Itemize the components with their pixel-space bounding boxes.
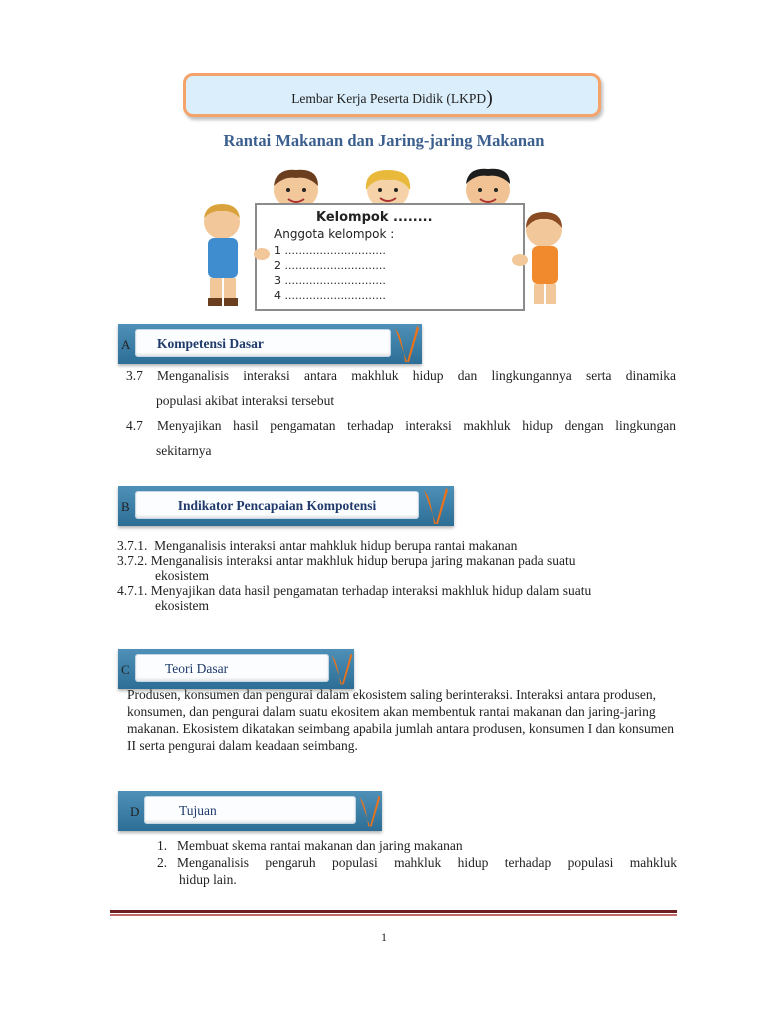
section-b-header — [118, 486, 454, 526]
section-b-item-3 — [117, 583, 677, 613]
board-title: Kelompok ........ — [316, 210, 433, 225]
section-b-item-1 — [117, 538, 677, 553]
section-d-title-box — [144, 796, 356, 824]
v-check-icon — [422, 486, 450, 526]
section-d-item-1-text: Membuat skema rantai makanan dan jaring makanan — [177, 838, 463, 853]
section-d-item-1-num: 1. — [157, 838, 168, 853]
section-b-title-box — [135, 491, 419, 519]
lkpd-title-paren: ) — [486, 87, 493, 109]
v-check-icon — [358, 791, 382, 831]
section-b-letter: B — [121, 499, 130, 514]
section-c-letter: C — [121, 662, 130, 677]
section-d-header — [118, 791, 382, 831]
section-b-title: Indikator Pencapaian Kompotensi — [177, 498, 377, 513]
section-d-title: Tujuan — [179, 803, 217, 818]
lkpd-title: Lembar Kerja Peserta Didik (LKPD — [291, 91, 487, 106]
section-b-item-2 — [117, 553, 677, 583]
section-c-title-box — [135, 654, 329, 682]
section-d-item-1 — [157, 837, 677, 854]
section-b-item-2-num: 3.7.2. — [117, 553, 148, 568]
board-line-3: 3 ............................. — [274, 274, 386, 287]
section-a-item-1-line1: Menganalisis interaksi antara makhluk hidup dan lingkungannya serta dinamika — [157, 368, 676, 383]
v-check-icon — [330, 649, 354, 689]
section-c-paragraph: Produsen, konsumen dan pengurai dalam ekosistem saling berinteraksi. Interaksi antara produsen, konsumen, dan pengurai dalam suatu ekositem akan membentuk rantai makanan dan jaring-jaring makanan. Ekosistem dikatakan seimbang apabila jumlah antara produsen, konsumen I dan konsumen II serta pengurai dalam keadaan seimbang. — [127, 687, 674, 753]
section-a-item-1-num: 3.7 — [126, 368, 143, 383]
lkpd-title-box — [183, 73, 601, 117]
section-a-item-2 — [126, 417, 676, 460]
section-c-title: Teori Dasar — [165, 661, 229, 676]
board-line-4: 4 ............................. — [274, 289, 386, 302]
section-a-item-2-line1: Menyajikan hasil pengamatan terhadap interaksi makhluk hidup dengan lingkungan — [157, 418, 676, 433]
kids-holding-board-illustration — [196, 168, 566, 312]
section-b-item-1-text: Menganalisis interaksi antar mahkluk hidup berupa rantai makanan — [154, 538, 518, 553]
section-b-item-3-num: 4.7.1. — [117, 583, 148, 598]
section-a-title: Kompetensi Dasar — [157, 336, 264, 351]
section-b-item-3-text: Menyajikan data hasil pengamatan terhadap interaksi makhluk hidup dalam suatu — [150, 583, 592, 598]
section-a-letter: A — [121, 337, 131, 352]
section-d-item-2-text: Menganalisis pengaruh populasi mahkluk hidup terhadap populasi mahkluk — [177, 855, 677, 870]
section-a-header — [118, 324, 422, 364]
footer-divider-accent — [110, 914, 677, 916]
section-b-item-3-cont: ekosistem — [155, 598, 209, 613]
section-a-item-2-line2: sekitarnya — [156, 443, 212, 458]
section-d-item-2-num: 2. — [157, 855, 168, 870]
section-d-list — [157, 837, 677, 888]
section-b-list — [117, 538, 677, 613]
section-a-item-1-line2: populasi akibat interaksi tersebut — [156, 393, 335, 408]
section-d-letter: D — [130, 804, 140, 819]
section-a-item-1 — [126, 367, 676, 410]
board-members-label: Anggota kelompok : — [274, 227, 395, 241]
page-number: 1 — [381, 930, 387, 944]
section-b-item-2-text: Menganalisis interaksi antar makhluk hidup berupa jaring makanan pada suatu — [150, 553, 576, 568]
footer-divider — [110, 910, 677, 913]
board-line-1: 1 ............................. — [274, 244, 386, 257]
section-b-item-1-num: 3.7.1. — [117, 538, 148, 553]
page-title: Rantai Makanan dan Jaring-jaring Makanan — [223, 131, 545, 150]
section-c-header — [118, 649, 354, 689]
section-b-item-2-cont: ekosistem — [155, 568, 209, 583]
section-d-item-2 — [157, 854, 677, 871]
section-d-item-2-cont: hidup lain. — [179, 872, 237, 887]
v-check-icon — [393, 324, 421, 364]
board-line-2: 2 ............................. — [274, 259, 386, 272]
section-a-title-box — [135, 329, 391, 357]
section-a-item-2-num: 4.7 — [126, 418, 143, 433]
